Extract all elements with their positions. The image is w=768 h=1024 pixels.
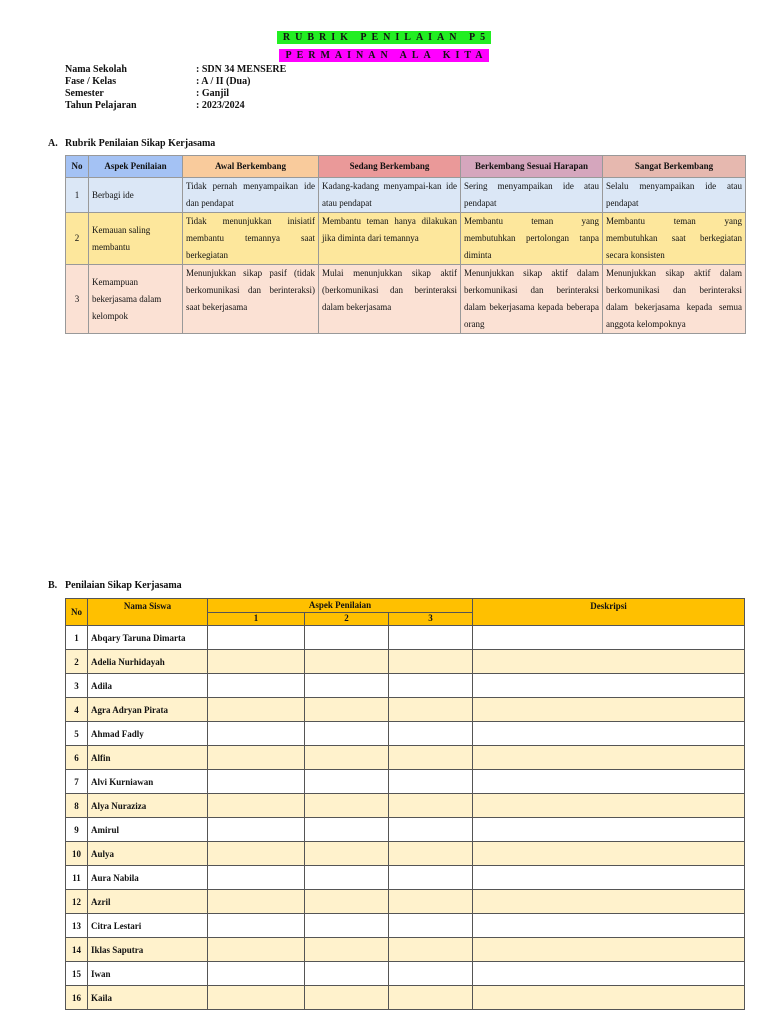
score-aspek-2[interactable] [305, 746, 389, 770]
rubric-sangat: Membantu teman yang membutuhkan saat berkegiatan secara konsisten [603, 213, 746, 265]
school-info [65, 64, 286, 112]
score-aspek-2[interactable] [305, 770, 389, 794]
student-no: 16 [66, 986, 88, 1010]
score-aspek-1[interactable] [208, 698, 305, 722]
student-no: 9 [66, 818, 88, 842]
student-row [66, 866, 745, 890]
student-name: Alvi Kurniawan [88, 770, 208, 794]
student-name: Adelia Nurhidayah [88, 650, 208, 674]
assessment-header-row [66, 599, 745, 613]
score-aspek-2[interactable] [305, 650, 389, 674]
deskripsi-cell[interactable] [473, 938, 745, 962]
rubric-sesuai: Menunjukkan sikap aktif dalam berkomunikasi dan berinteraksi dalam bekerjasama kepada beberapa orang [461, 265, 603, 334]
score-aspek-2[interactable] [305, 626, 389, 650]
student-no: 13 [66, 914, 88, 938]
score-aspek-3[interactable] [389, 818, 473, 842]
score-aspek-3[interactable] [389, 698, 473, 722]
score-aspek-3[interactable] [389, 890, 473, 914]
info-row-year [65, 100, 286, 112]
rubric-awal: Tidak pernah menyampaikan ide dan pendapat [183, 178, 319, 213]
deskripsi-cell[interactable] [473, 962, 745, 986]
score-aspek-1[interactable] [208, 746, 305, 770]
student-name: Amirul [88, 818, 208, 842]
section-letter: B. [48, 580, 58, 591]
student-row [66, 650, 745, 674]
student-row [66, 842, 745, 866]
student-name: Alya Nuraziza [88, 794, 208, 818]
score-aspek-1[interactable] [208, 650, 305, 674]
section-b-heading [48, 580, 182, 591]
score-aspek-1[interactable] [208, 842, 305, 866]
rubric-table [65, 155, 746, 334]
student-no: 10 [66, 842, 88, 866]
student-row [66, 890, 745, 914]
deskripsi-cell[interactable] [473, 674, 745, 698]
score-aspek-2[interactable] [305, 986, 389, 1010]
rubric-no: 3 [66, 265, 89, 334]
student-row [66, 794, 745, 818]
score-aspek-3[interactable] [389, 938, 473, 962]
rubric-sedang: Mulai menunjukkan sikap aktif (berkomunikasi dan berinteraksi dalam bekerjasama [319, 265, 461, 334]
student-name: Adila [88, 674, 208, 698]
assessment-body [66, 626, 745, 1010]
info-row-semester [65, 88, 286, 100]
rubric-row [66, 265, 746, 334]
student-no: 8 [66, 794, 88, 818]
info-row-class [65, 76, 286, 88]
deskripsi-cell[interactable] [473, 794, 745, 818]
info-label: Tahun Pelajaran [65, 100, 137, 111]
student-name: Alfin [88, 746, 208, 770]
col-header-no: No [66, 599, 88, 626]
col-header-aspek-3: 3 [389, 612, 473, 626]
score-aspek-1[interactable] [208, 938, 305, 962]
score-aspek-2[interactable] [305, 938, 389, 962]
student-name: Iwan [88, 962, 208, 986]
deskripsi-cell[interactable] [473, 770, 745, 794]
rubric-sesuai: Sering menyampaikan ide atau pendapat [461, 178, 603, 213]
score-aspek-3[interactable] [389, 962, 473, 986]
score-aspek-3[interactable] [389, 770, 473, 794]
student-no: 15 [66, 962, 88, 986]
score-aspek-3[interactable] [389, 986, 473, 1010]
score-aspek-1[interactable] [208, 794, 305, 818]
student-name: Ahmad Fadly [88, 722, 208, 746]
score-aspek-3[interactable] [389, 626, 473, 650]
score-aspek-3[interactable] [389, 914, 473, 938]
student-row [66, 746, 745, 770]
col-header-deskripsi: Deskripsi [473, 599, 745, 626]
title-line-2: PERMAINAN ALA KITA [279, 49, 488, 62]
col-header-sesuai: Berkembang Sesuai Harapan [461, 156, 603, 178]
student-no: 2 [66, 650, 88, 674]
rubric-awal: Tidak menunjukkan inisiatif membantu temannya saat berkegiatan [183, 213, 319, 265]
student-no: 11 [66, 866, 88, 890]
col-header-aspek-2: 2 [305, 612, 389, 626]
col-header-aspek: Aspek Penilaian [89, 156, 183, 178]
info-value: : SDN 34 MENSERE [196, 64, 287, 75]
deskripsi-cell[interactable] [473, 746, 745, 770]
student-no: 12 [66, 890, 88, 914]
score-aspek-3[interactable] [389, 866, 473, 890]
col-header-sedang: Sedang Berkembang [319, 156, 461, 178]
score-aspek-1[interactable] [208, 626, 305, 650]
deskripsi-cell[interactable] [473, 986, 745, 1010]
document-title [0, 27, 768, 63]
col-header-no: No [66, 156, 89, 178]
info-row-school [65, 64, 286, 76]
info-value: : A / II (Dua) [196, 76, 251, 87]
rubric-sedang: Kadang-kadang menyampai-kan ide atau pendapat [319, 178, 461, 213]
assessment-table [65, 598, 745, 1010]
rubric-no: 2 [66, 213, 89, 265]
rubric-sesuai: Membantu teman yang membutuhkan pertolongan tanpa diminta [461, 213, 603, 265]
student-no: 3 [66, 674, 88, 698]
score-aspek-2[interactable] [305, 794, 389, 818]
col-header-awal: Awal Berkembang [183, 156, 319, 178]
score-aspek-3[interactable] [389, 650, 473, 674]
student-row [66, 986, 745, 1010]
score-aspek-2[interactable] [305, 890, 389, 914]
rubric-aspek: Berbagi ide [89, 178, 183, 213]
student-name: Abqary Taruna Dimarta [88, 626, 208, 650]
title-line-1: RUBRIK PENILAIAN P5 [277, 31, 491, 44]
col-header-sangat: Sangat Berkembang [603, 156, 746, 178]
student-no: 6 [66, 746, 88, 770]
deskripsi-cell[interactable] [473, 722, 745, 746]
student-name: Agra Adryan Pirata [88, 698, 208, 722]
student-name: Kaila [88, 986, 208, 1010]
score-aspek-2[interactable] [305, 674, 389, 698]
student-no: 7 [66, 770, 88, 794]
student-row [66, 818, 745, 842]
score-aspek-1[interactable] [208, 866, 305, 890]
score-aspek-1[interactable] [208, 818, 305, 842]
student-name: Aulya [88, 842, 208, 866]
rubric-sangat: Menunjukkan sikap aktif dalam berkomunikasi dan berinteraksi dalam bekerjasama kepada semua anggota kelompoknya [603, 265, 746, 334]
score-aspek-3[interactable] [389, 794, 473, 818]
score-aspek-1[interactable] [208, 674, 305, 698]
student-row [66, 914, 745, 938]
section-title: Rubrik Penilaian Sikap Kerjasama [65, 138, 216, 149]
student-name: Citra Lestari [88, 914, 208, 938]
score-aspek-3[interactable] [389, 674, 473, 698]
score-aspek-1[interactable] [208, 722, 305, 746]
col-header-aspek: Aspek Penilaian [208, 599, 473, 613]
score-aspek-1[interactable] [208, 890, 305, 914]
col-header-aspek-1: 1 [208, 612, 305, 626]
rubric-row [66, 213, 746, 265]
rubric-awal: Menunjukkan sikap pasif (tidak berkomunikasi dan berinteraksi) saat bekerjasama [183, 265, 319, 334]
score-aspek-2[interactable] [305, 818, 389, 842]
deskripsi-cell[interactable] [473, 866, 745, 890]
deskripsi-cell[interactable] [473, 890, 745, 914]
rubric-sedang: Membantu teman hanya dilakukan jika diminta dari temannya [319, 213, 461, 265]
info-label: Fase / Kelas [65, 76, 117, 87]
score-aspek-2[interactable] [305, 842, 389, 866]
score-aspek-2[interactable] [305, 962, 389, 986]
rubric-no: 1 [66, 178, 89, 213]
info-label: Nama Sekolah [65, 64, 127, 75]
info-value: : Ganjil [196, 88, 230, 99]
student-row [66, 962, 745, 986]
student-no: 14 [66, 938, 88, 962]
info-value: : 2023/2024 [196, 100, 245, 111]
score-aspek-1[interactable] [208, 962, 305, 986]
score-aspek-2[interactable] [305, 866, 389, 890]
deskripsi-cell[interactable] [473, 698, 745, 722]
student-no: 1 [66, 626, 88, 650]
student-no: 4 [66, 698, 88, 722]
rubric-aspek: Kemampuan bekerjasama dalam kelompok [89, 265, 183, 334]
student-row [66, 698, 745, 722]
section-a-heading [48, 138, 215, 149]
student-no: 5 [66, 722, 88, 746]
score-aspek-1[interactable] [208, 986, 305, 1010]
info-label: Semester [65, 88, 104, 99]
student-row [66, 770, 745, 794]
score-aspek-2[interactable] [305, 914, 389, 938]
student-name: Azril [88, 890, 208, 914]
deskripsi-cell[interactable] [473, 650, 745, 674]
student-row [66, 722, 745, 746]
deskripsi-cell[interactable] [473, 914, 745, 938]
rubric-sangat: Selalu menyampaikan ide atau pendapat [603, 178, 746, 213]
section-title: Penilaian Sikap Kerjasama [65, 580, 182, 591]
rubric-row [66, 178, 746, 213]
student-row [66, 626, 745, 650]
score-aspek-3[interactable] [389, 746, 473, 770]
student-name: Aura Nabila [88, 866, 208, 890]
deskripsi-cell[interactable] [473, 818, 745, 842]
score-aspek-1[interactable] [208, 914, 305, 938]
score-aspek-2[interactable] [305, 722, 389, 746]
rubric-header-row [66, 156, 746, 178]
student-row [66, 938, 745, 962]
student-row [66, 674, 745, 698]
score-aspek-2[interactable] [305, 698, 389, 722]
score-aspek-1[interactable] [208, 770, 305, 794]
deskripsi-cell[interactable] [473, 842, 745, 866]
section-letter: A. [48, 138, 58, 149]
score-aspek-3[interactable] [389, 722, 473, 746]
score-aspek-3[interactable] [389, 842, 473, 866]
student-name: Iklas Saputra [88, 938, 208, 962]
deskripsi-cell[interactable] [473, 626, 745, 650]
rubric-aspek: Kemauan saling membantu [89, 213, 183, 265]
col-header-nama: Nama Siswa [88, 599, 208, 626]
